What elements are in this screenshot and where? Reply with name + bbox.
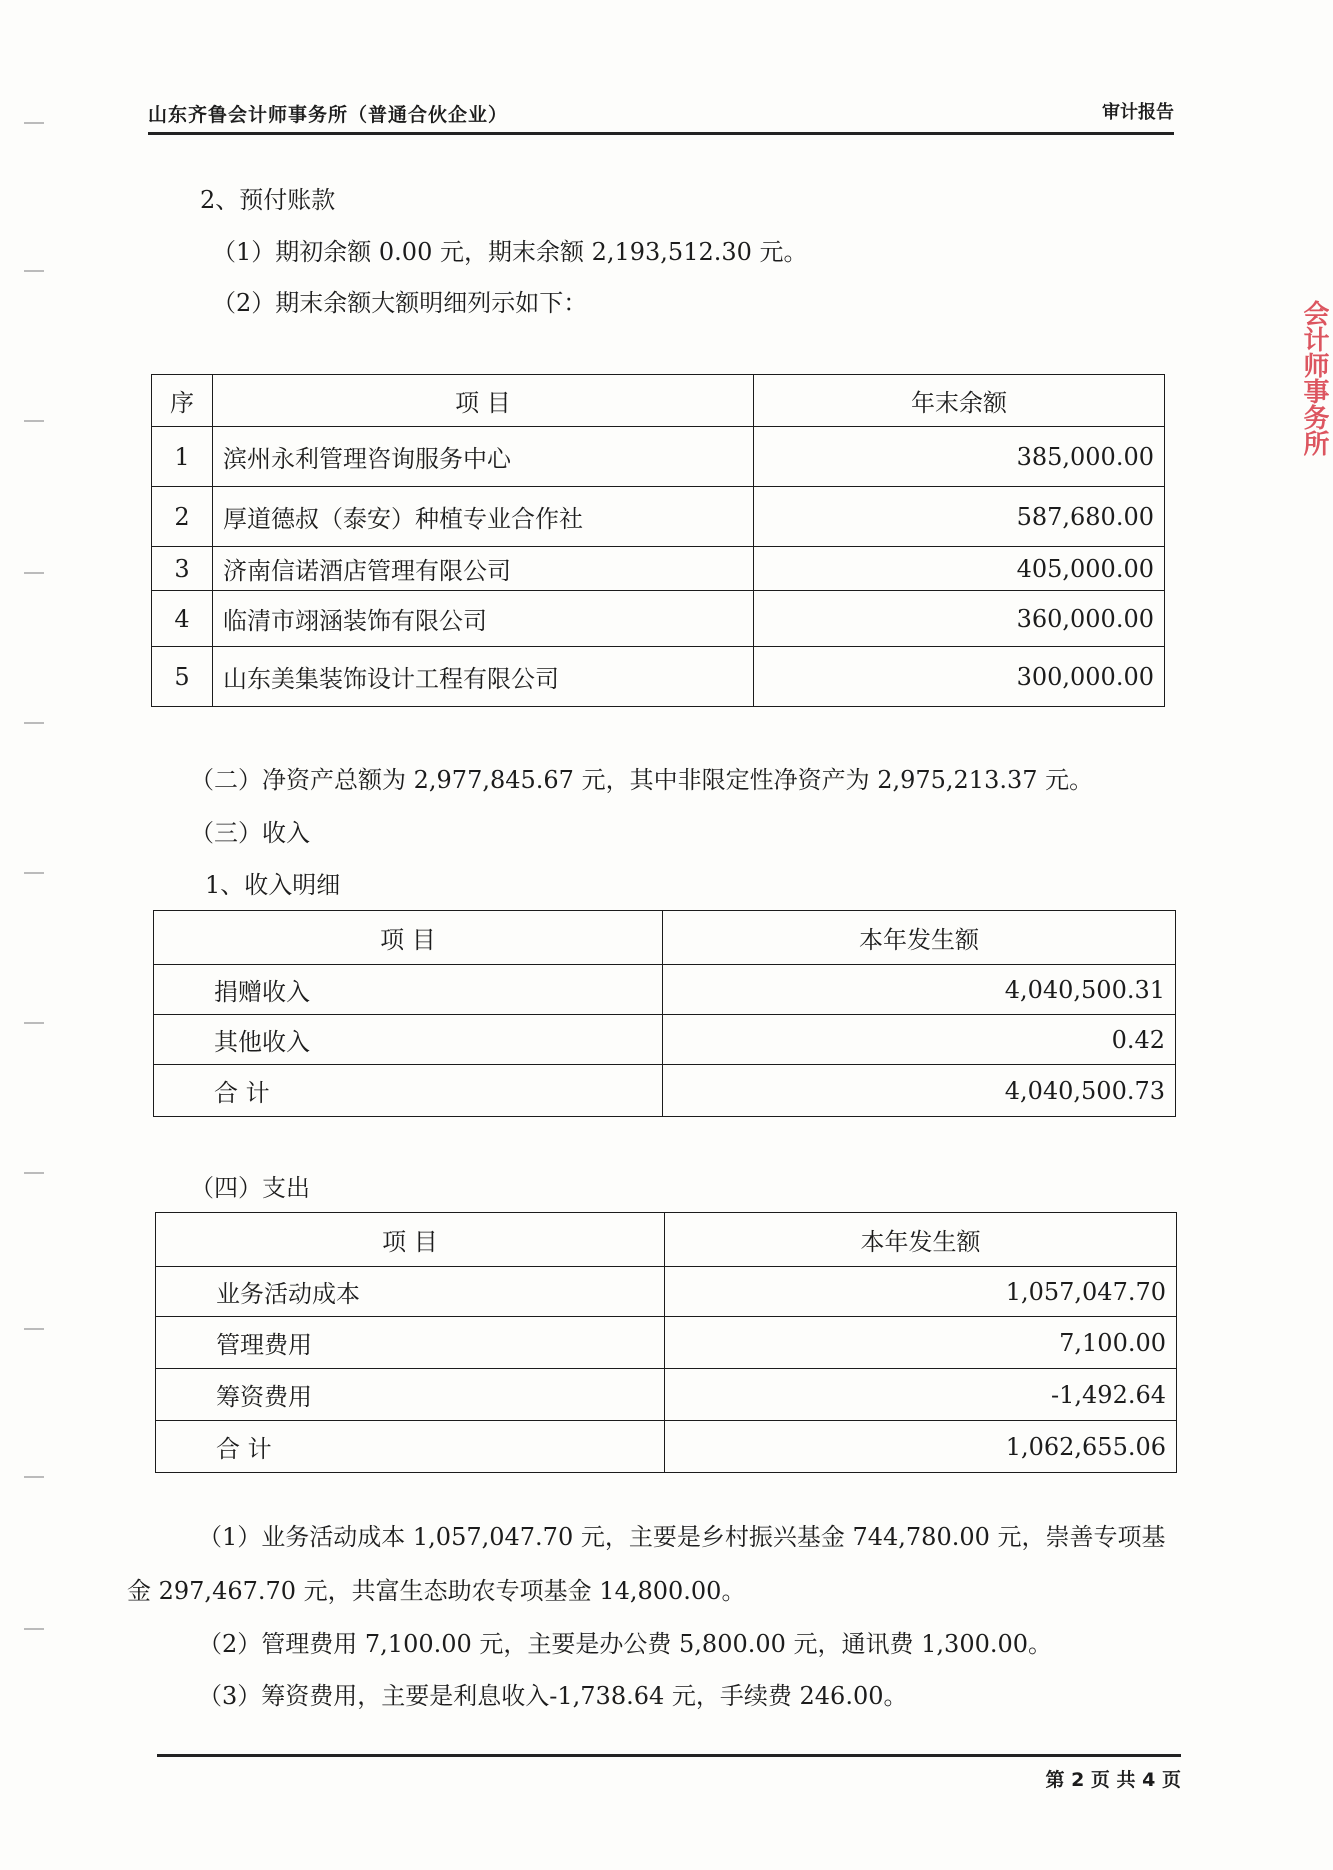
row-number: 5 <box>152 647 213 707</box>
row-amount: 0.42 <box>663 1015 1176 1065</box>
row-amount: 1,057,047.70 <box>665 1267 1177 1317</box>
row-number: 1 <box>152 427 213 487</box>
prepaid-balance-line: （1）期初余额 0.00 元，期末余额 2,193,512.30 元。 <box>212 238 808 266</box>
seal-text: 会计师事务所 <box>1299 300 1329 456</box>
row-amount: 1,062,655.06 <box>665 1421 1177 1473</box>
column-header: 项 目 <box>213 375 754 427</box>
table-row <box>152 427 1165 487</box>
margin-mark <box>24 1328 44 1330</box>
margin-mark <box>24 572 44 574</box>
row-item: 合 计 <box>154 1065 663 1117</box>
row-amount: 300,000.00 <box>754 647 1165 707</box>
note-1-line-2: 金 297,467.70 元，共富生态助农专项基金 14,800.00。 <box>127 1577 746 1605</box>
report-type: 审计报告 <box>1102 102 1174 123</box>
note-2: （2）管理费用 7,100.00 元，主要是办公费 5,800.00 元，通讯费 1,300.00。 <box>198 1630 1053 1658</box>
table-row <box>152 647 1165 707</box>
table-row <box>156 1369 1177 1421</box>
seal-stamp <box>1292 300 1329 540</box>
row-item: 管理费用 <box>156 1317 665 1369</box>
row-amount: 4,040,500.31 <box>663 965 1176 1015</box>
row-amount: 4,040,500.73 <box>663 1065 1176 1117</box>
income-table <box>153 910 1176 1117</box>
row-item: 厚道德叔（泰安）种植专业合作社 <box>213 487 754 547</box>
row-number: 2 <box>152 487 213 547</box>
table-row <box>152 591 1165 647</box>
row-item: 业务活动成本 <box>156 1267 665 1317</box>
margin-mark <box>24 1628 44 1630</box>
firm-name: 山东齐鲁会计师事务所（普通合伙企业） <box>148 104 509 126</box>
table-row <box>154 1015 1176 1065</box>
margin-mark <box>24 270 44 272</box>
row-item: 其他收入 <box>154 1015 663 1065</box>
column-header: 项 目 <box>154 911 663 965</box>
margin-mark <box>24 1476 44 1478</box>
net-assets-line: （二）净资产总额为 2,977,845.67 元，其中非限定性净资产为 2,975,213.37 元。 <box>190 766 1094 794</box>
prepaid-table <box>151 374 1165 707</box>
row-item: 济南信诺酒店管理有限公司 <box>213 547 754 591</box>
note-1-line-1: （1）业务活动成本 1,057,047.70 元，主要是乡村振兴基金 744,780.00 元，崇善专项基 <box>198 1523 1166 1551</box>
table-header-row <box>154 911 1176 965</box>
section-title-income: （三）收入 <box>190 819 310 847</box>
expense-table <box>155 1212 1177 1473</box>
section-title-prepaid: 2、预付账款 <box>200 186 336 214</box>
table-header-row <box>156 1213 1177 1267</box>
table-row <box>152 547 1165 591</box>
column-header: 项 目 <box>156 1213 665 1267</box>
table-row <box>156 1267 1177 1317</box>
margin-mark <box>24 122 44 124</box>
row-item: 合 计 <box>156 1421 665 1473</box>
row-item: 捐赠收入 <box>154 965 663 1015</box>
column-header: 本年发生额 <box>663 911 1176 965</box>
margin-mark <box>24 722 44 724</box>
column-header: 本年发生额 <box>665 1213 1177 1267</box>
page-header <box>148 96 1174 135</box>
row-item: 山东美集装饰设计工程有限公司 <box>213 647 754 707</box>
page-footer <box>157 1754 1181 1791</box>
prepaid-detail-line: （2）期末余额大额明细列示如下： <box>212 289 588 317</box>
table-row <box>156 1317 1177 1369</box>
row-number: 3 <box>152 547 213 591</box>
note-3: （3）筹资费用，主要是利息收入-1,738.64 元，手续费 246.00。 <box>198 1682 908 1710</box>
table-total-row <box>154 1065 1176 1117</box>
table-header-row <box>152 375 1165 427</box>
income-subtitle: 1、收入明细 <box>205 871 341 899</box>
row-item: 临清市翊涵装饰有限公司 <box>213 591 754 647</box>
page-number: 第 2 页 共 4 页 <box>1045 1769 1181 1791</box>
margin-mark <box>24 1172 44 1174</box>
table-row <box>154 965 1176 1015</box>
row-amount: 385,000.00 <box>754 427 1165 487</box>
row-amount: 360,000.00 <box>754 591 1165 647</box>
section-title-expense: （四）支出 <box>190 1174 310 1202</box>
row-number: 4 <box>152 591 213 647</box>
column-header: 序 <box>152 375 213 427</box>
column-header: 年末余额 <box>754 375 1165 427</box>
row-amount: -1,492.64 <box>665 1369 1177 1421</box>
table-total-row <box>156 1421 1177 1473</box>
margin-mark <box>24 872 44 874</box>
row-amount: 587,680.00 <box>754 487 1165 547</box>
row-item: 滨州永利管理咨询服务中心 <box>213 427 754 487</box>
row-item: 筹资费用 <box>156 1369 665 1421</box>
row-amount: 405,000.00 <box>754 547 1165 591</box>
margin-mark <box>24 420 44 422</box>
margin-mark <box>24 1022 44 1024</box>
table-row <box>152 487 1165 547</box>
row-amount: 7,100.00 <box>665 1317 1177 1369</box>
